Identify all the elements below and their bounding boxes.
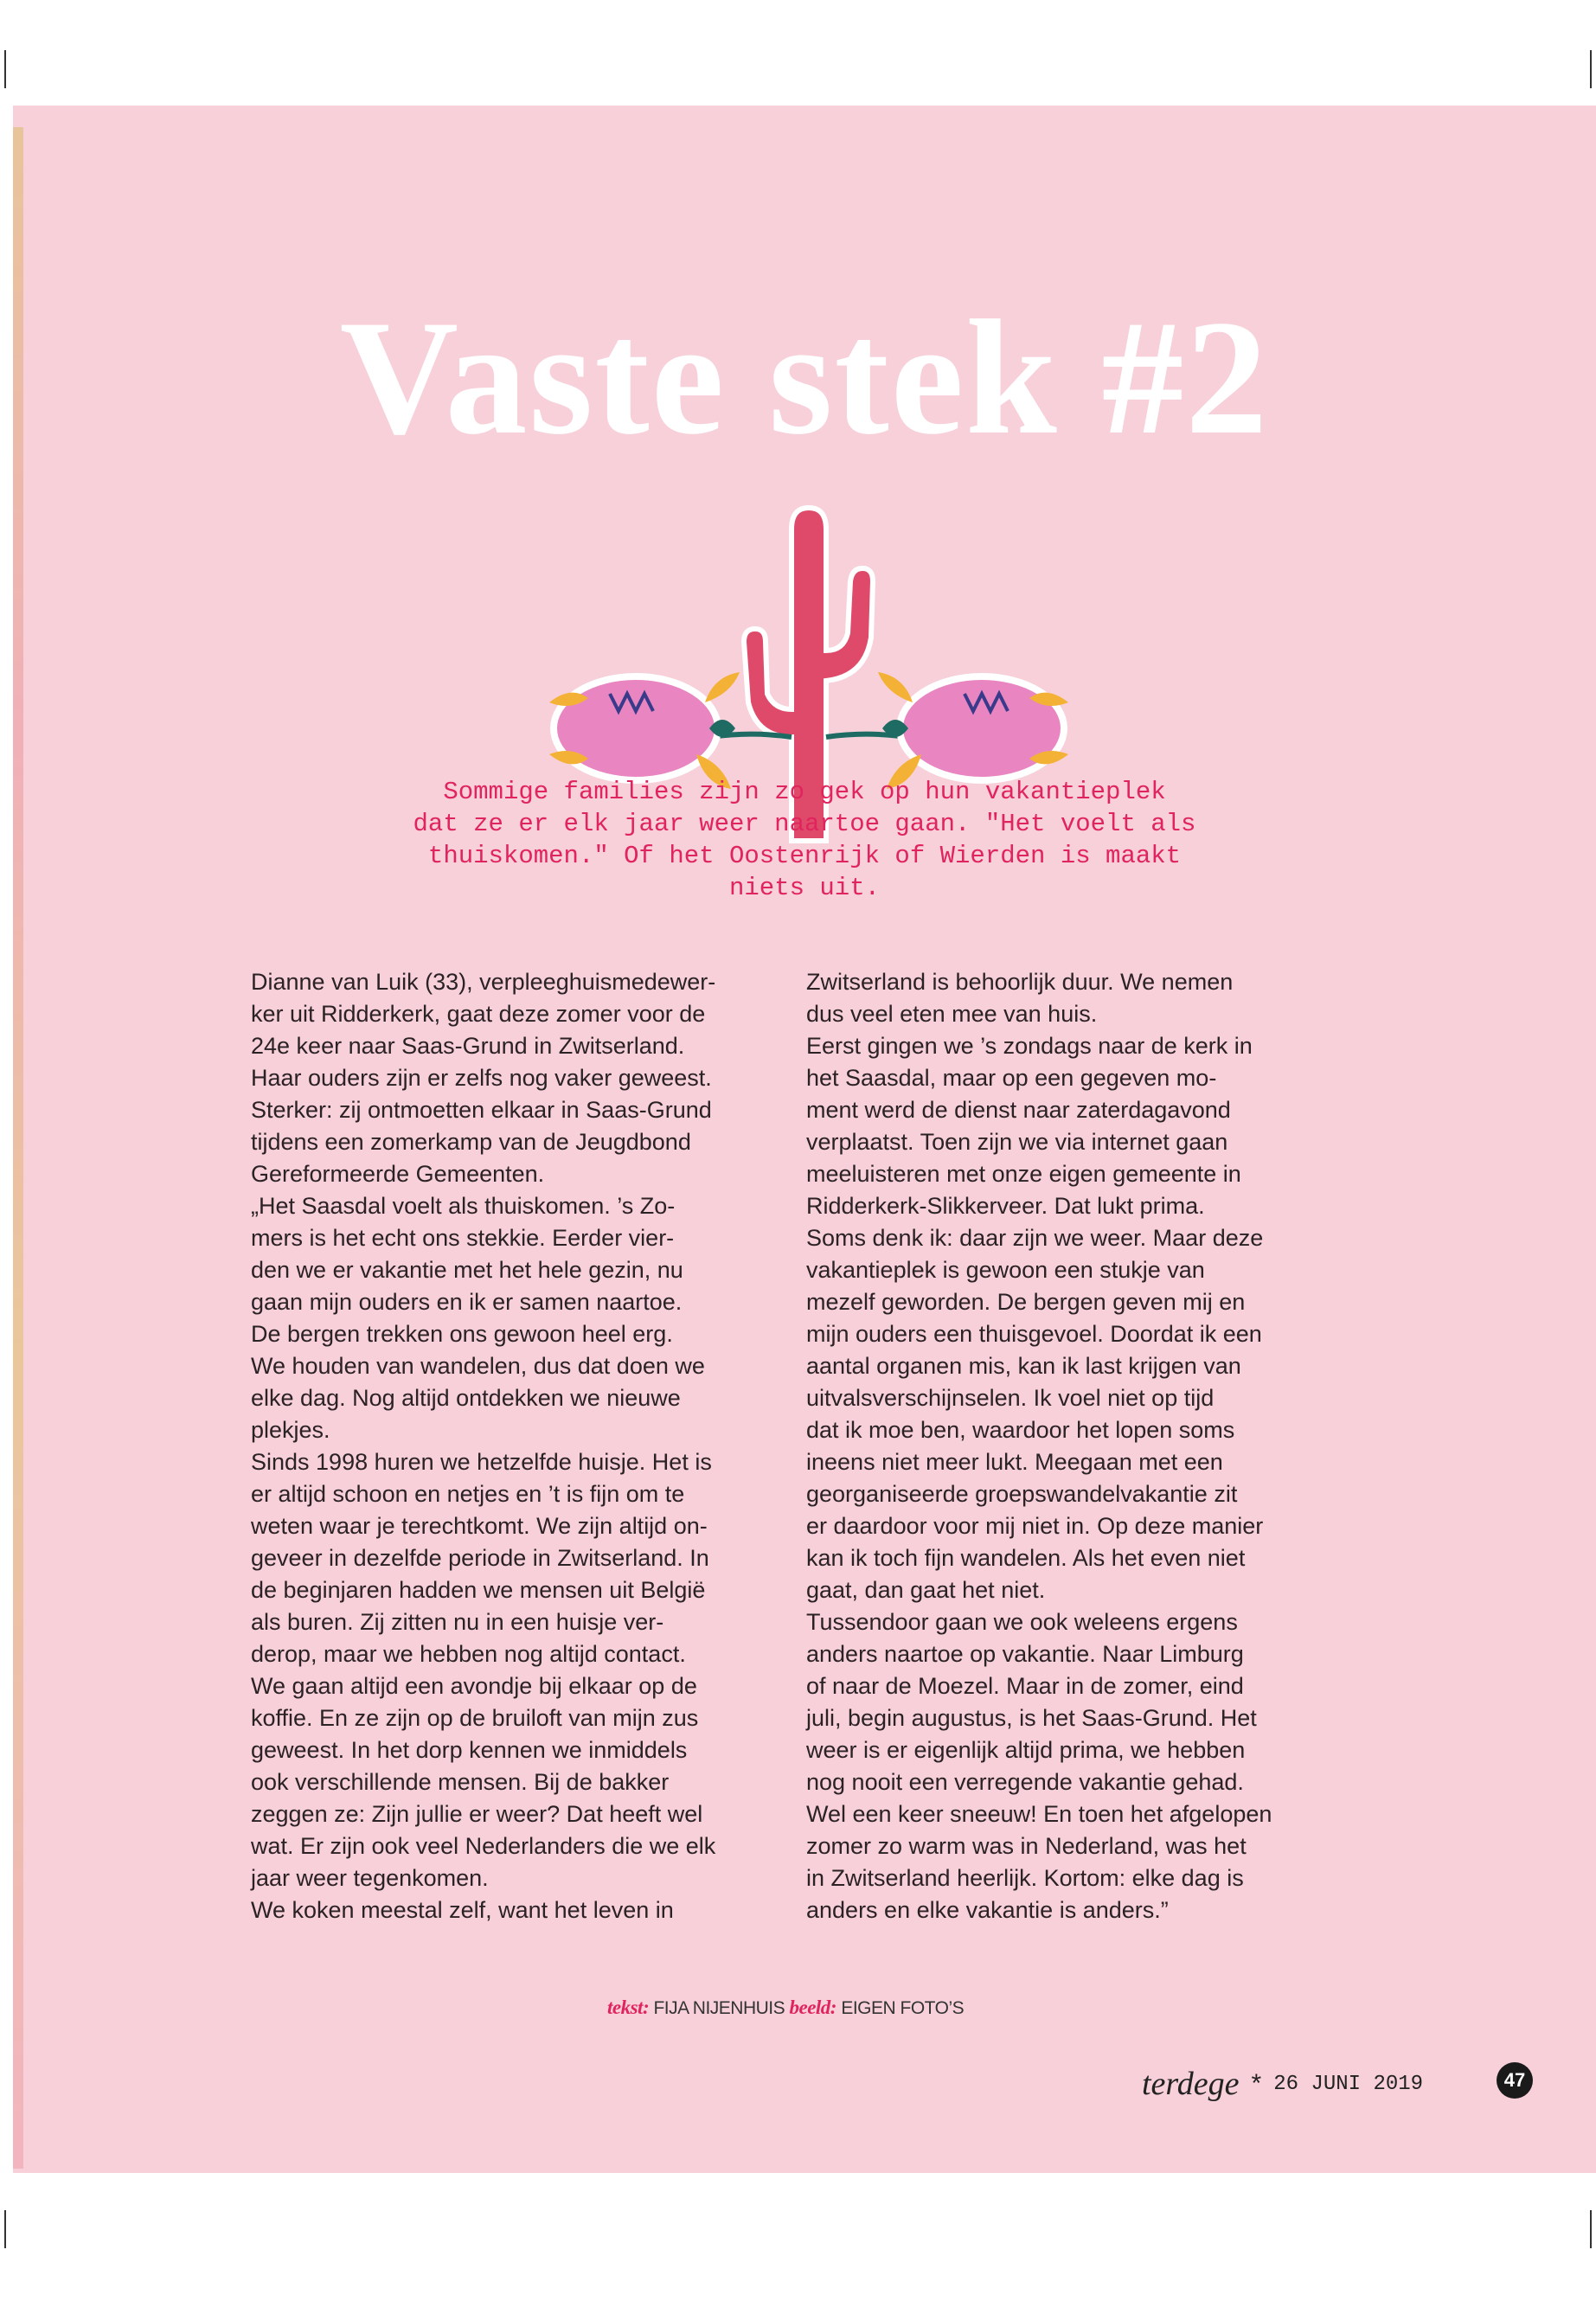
article-line: Sinds 1998 huren we hetzelfde huisje. Het is <box>251 1449 712 1475</box>
article-line: wat. Er zijn ook veel Nederlanders die we elk <box>251 1833 716 1859</box>
article-line: zomer zo warm was in Nederland, was het <box>806 1833 1247 1859</box>
article-column-2 <box>806 966 1343 1926</box>
article-line: aantal organen mis, kan ik last krijgen van <box>806 1353 1241 1379</box>
article-line: anders en elke vakantie is anders.” <box>806 1897 1169 1923</box>
article-line: kan ik toch fijn wandelen. Als het even niet <box>806 1545 1246 1571</box>
article-line: „Het Saasdal voelt als thuiskomen. ’s Zo- <box>251 1193 676 1219</box>
article-line: jaar weer tegenkomen. <box>251 1865 489 1891</box>
crop-mark <box>1590 50 1592 88</box>
text-credit-label: tekst: <box>607 1997 650 2018</box>
article-line: de beginjaren hadden we mensen uit België <box>251 1577 706 1603</box>
article-line: mijn ouders een thuisgevoel. Doordat ik een <box>806 1321 1262 1347</box>
image-credit-name: EIGEN FOTO’S <box>841 1998 965 2018</box>
article-column-1 <box>251 966 787 1926</box>
article-line: Soms denk ik: daar zijn we weer. Maar deze <box>806 1225 1264 1251</box>
article-line: Dianne van Luik (33), verpleeghuismedewer- <box>251 969 716 995</box>
article-line: dat ik moe ben, waardoor het lopen soms <box>806 1417 1235 1443</box>
image-credit-label: beeld: <box>789 1997 836 2018</box>
article-line: gaan mijn ouders en ik er samen naartoe. <box>251 1289 683 1315</box>
article-line: De bergen trekken ons gewoon heel erg. <box>251 1321 673 1347</box>
article-line: vakantieplek is gewoon een stukje van <box>806 1257 1205 1283</box>
page-title: Vaste stek #2 <box>339 287 1270 469</box>
article-line: juli, begin augustus, is het Saas-Grund. Het <box>806 1705 1257 1731</box>
article-line: nog nooit een verregende vakantie gehad. <box>806 1769 1244 1795</box>
article-line: We gaan altijd een avondje bij elkaar op de <box>251 1673 697 1699</box>
article-line: tijdens een zomerkamp van de Jeugdbond <box>251 1129 691 1155</box>
article-line: mezelf geworden. De bergen geven mij en <box>806 1289 1246 1315</box>
article-line: meeluisteren met onze eigen gemeente in <box>806 1161 1241 1187</box>
article-line: in Zwitserland heerlijk. Kortom: elke dag is <box>806 1865 1244 1891</box>
article-line: geweest. In het dorp kennen we inmiddels <box>251 1737 688 1763</box>
article-line: den we er vakantie met het hele gezin, nu <box>251 1257 683 1283</box>
article-line: Zwitserland is behoorlijk duur. We nemen <box>806 969 1234 995</box>
article-line: zeggen ze: Zijn jullie er weer? Dat heeft wel <box>251 1801 703 1827</box>
asterisk-separator-icon: * <box>1251 2069 1262 2098</box>
article-line: Tussendoor gaan we ook weleens ergens <box>806 1609 1238 1635</box>
article-line: Ridderkerk-Slikkerveer. Dat lukt prima. <box>806 1193 1205 1219</box>
magazine-page <box>13 106 1596 2173</box>
article-line: verplaatst. Toen zijn we via internet gaan <box>806 1129 1228 1155</box>
article-line: We houden van wandelen, dus dat doen we <box>251 1353 705 1379</box>
article-line: uitvalsverschijnselen. Ik voel niet op tijd <box>806 1385 1215 1411</box>
article-line: geveer in dezelfde periode in Zwitserland. In <box>251 1545 709 1571</box>
article-line: ineens niet meer lukt. Meegaan met een <box>806 1449 1223 1475</box>
crop-mark <box>4 50 6 88</box>
intro-line: dat ze er elk jaar weer naartoe gaan. "Het voelt als <box>413 810 1196 838</box>
issue-date: 26 JUNI 2019 <box>1273 2072 1424 2096</box>
article-line: gaat, dan gaat het niet. <box>806 1577 1046 1603</box>
article-line: 24e keer naar Saas-Grund in Zwitserland. <box>251 1033 685 1059</box>
page-footer <box>1142 2065 1423 2103</box>
article-line: er altijd schoon en netjes en ’t is fijn om te <box>251 1481 685 1507</box>
article-line: Sterker: zij ontmoetten elkaar in Saas-Grund <box>251 1097 712 1123</box>
article-line: ment werd de dienst naar zaterdagavond <box>806 1097 1231 1123</box>
intro-line: Sommige families zijn zo gek op hun vakantieplek <box>443 778 1166 806</box>
article-line: of naar de Moezel. Maar in de zomer, eind <box>806 1673 1244 1699</box>
article-line: derop, maar we hebben nog altijd contact. <box>251 1641 686 1667</box>
article-line: Wel een keer sneeuw! En toen het afgelopen <box>806 1801 1272 1827</box>
article-line: mers is het echt ons stekkie. Eerder vier- <box>251 1225 675 1251</box>
flower-right-icon <box>826 672 1068 789</box>
article-line: georganiseerde groepswandelvakantie zit <box>806 1481 1238 1507</box>
article-line: weten waar je terechtkomt. We zijn altijd on- <box>251 1513 708 1539</box>
article-line: Eerst gingen we ’s zondags naar de kerk in <box>806 1033 1253 1059</box>
article-line: dus veel eten mee van huis. <box>806 1001 1098 1027</box>
article-line: ker uit Ridderkerk, gaat deze zomer voor de <box>251 1001 706 1027</box>
article-line: er daardoor voor mij niet in. Op deze manier <box>806 1513 1264 1539</box>
crop-mark <box>1590 2210 1592 2248</box>
article-line: koffie. En ze zijn op de bruiloft van mijn zus <box>251 1705 699 1731</box>
article-line: ook verschillende mensen. Bij de bakker <box>251 1769 670 1795</box>
article-line: weer is er eigenlijk altijd prima, we hebben <box>806 1737 1246 1763</box>
article-line: plekjes. <box>251 1417 330 1443</box>
article-line: Gereformeerde Gemeenten. <box>251 1161 545 1187</box>
magazine-brand: terdege <box>1142 2066 1240 2102</box>
intro-text <box>13 776 1596 904</box>
article-line: anders naartoe op vakantie. Naar Limburg <box>806 1641 1244 1667</box>
article-line: We koken meestal zelf, want het leven in <box>251 1897 674 1923</box>
intro-line: niets uit. <box>728 874 881 902</box>
article-line: het Saasdal, maar op een gegeven mo- <box>806 1065 1217 1091</box>
article-line: elke dag. Nog altijd ontdekken we nieuwe <box>251 1385 681 1411</box>
text-credit-name: FIJA NIJENHUIS <box>653 1998 785 2018</box>
page-number: 47 <box>1497 2062 1533 2099</box>
credits <box>607 1997 964 2019</box>
crop-mark <box>4 2210 6 2248</box>
article-line: als buren. Zij zitten nu in een huisje ver- <box>251 1609 664 1635</box>
article-line: Haar ouders zijn er zelfs nog vaker geweest. <box>251 1065 712 1091</box>
intro-line: thuiskomen." Of het Oostenrijk of Wierden is maakt <box>427 842 1182 870</box>
